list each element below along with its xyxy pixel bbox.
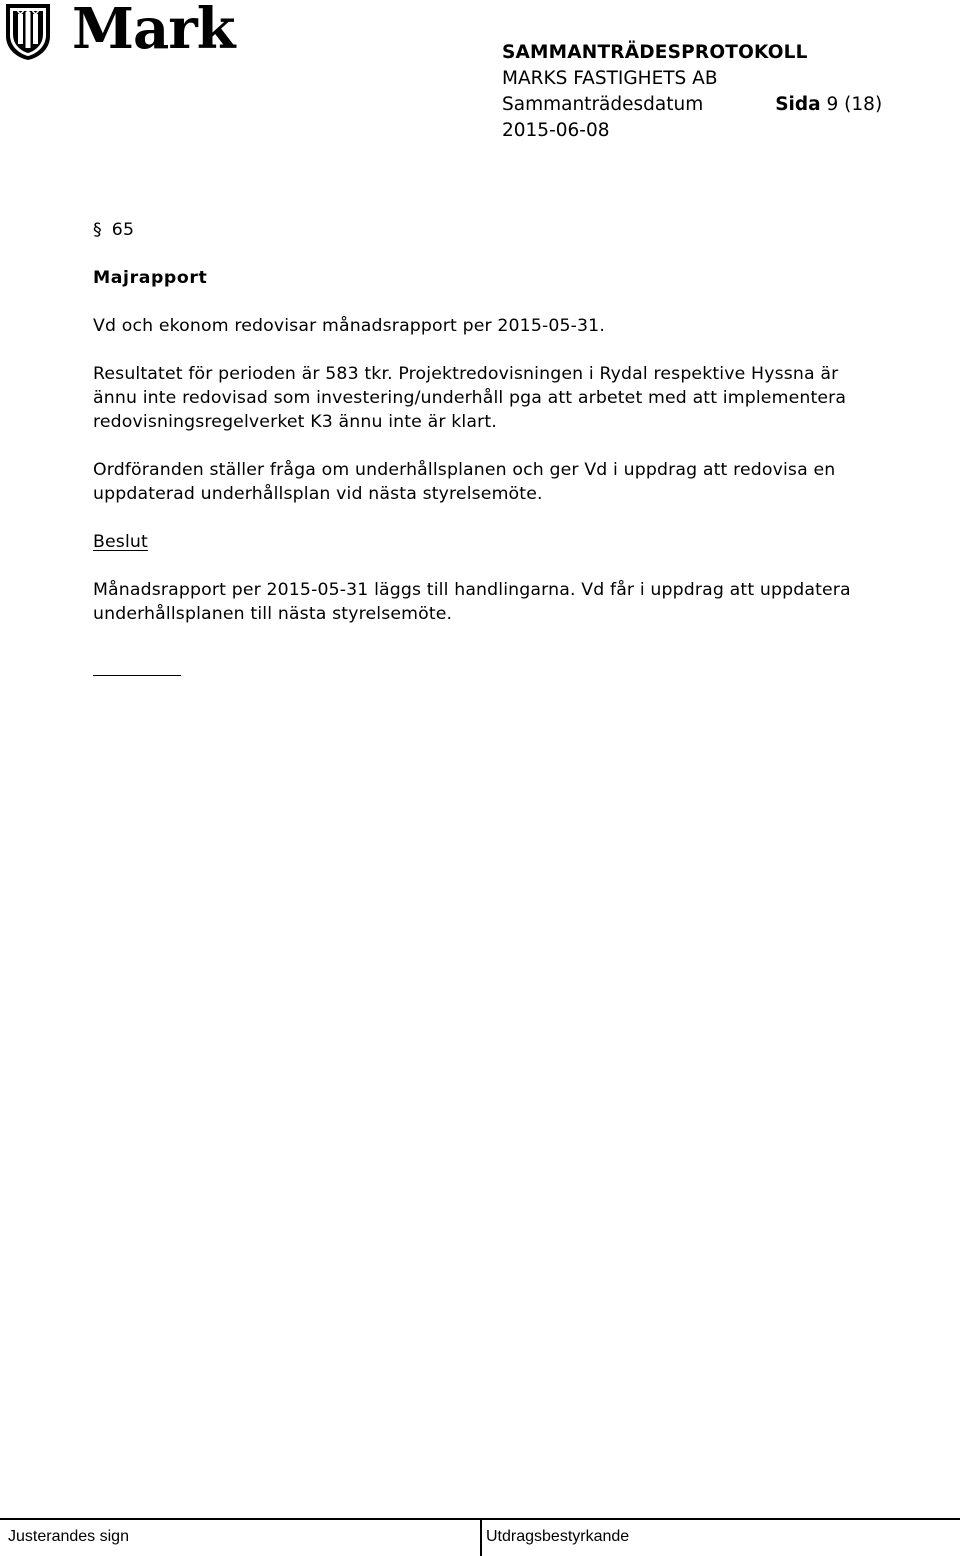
- extract-certification-label: Utdragsbestyrkande: [486, 1528, 630, 1545]
- section-symbol: §: [93, 220, 102, 240]
- adjuster-signature-label: Justerandes sign: [8, 1528, 129, 1545]
- paragraph-line: redovisningsregelverket K3 ännu inte är klart.: [93, 412, 497, 432]
- meeting-date: 2015-06-08: [502, 120, 610, 141]
- document-type: SAMMANTRÄDESPROTOKOLL: [502, 42, 808, 63]
- footer-divider: [480, 1520, 482, 1556]
- protocol-item: [93, 218, 955, 626]
- paragraph-line: uppdaterad underhållsplan vid nästa styrelsemöte.: [93, 484, 543, 504]
- paragraph-line: underhållsplanen till nästa styrelsemöte.: [93, 604, 453, 624]
- paragraph-line: Månadsrapport per 2015-05-31 läggs till handlingarna. Vd får i uppdrag att uppdatera: [93, 580, 851, 600]
- page-label: Sida: [775, 94, 821, 115]
- paragraph-line: ännu inte redovisad som investering/underhåll pga att arbetet med att implementera: [93, 388, 847, 408]
- paragraph-result: [93, 362, 955, 434]
- page-number: 9 (18): [826, 94, 883, 115]
- end-of-item-rule: [93, 675, 181, 676]
- section-reference: [93, 218, 955, 242]
- paragraph-decision: [93, 578, 955, 626]
- document-header: [502, 40, 882, 144]
- municipality-logo: [4, 2, 235, 62]
- paragraph-chair-question: [93, 458, 955, 506]
- organization-name: MARKS FASTIGHETS AB: [502, 68, 718, 89]
- municipal-shield-icon: [4, 2, 52, 62]
- item-title: Majrapport: [93, 268, 208, 288]
- paragraph-line: Resultatet för perioden är 583 tkr. Projektredovisningen i Rydal respektive Hyssna är: [93, 364, 839, 384]
- meeting-date-row: [502, 92, 882, 118]
- decision-heading: Beslut: [93, 532, 148, 552]
- paragraph-line: Ordföranden ställer fråga om underhållsplanen och ger Vd i uppdrag att redovisa en: [93, 460, 836, 480]
- logo-wordmark: Mark: [72, 0, 235, 62]
- section-number: 65: [111, 220, 135, 240]
- signature-footer: [0, 1518, 960, 1556]
- paragraph-report: Vd och ekonom redovisar månadsrapport per 2015-05-31.: [93, 316, 605, 336]
- meeting-date-label: Sammanträdesdatum: [502, 94, 704, 115]
